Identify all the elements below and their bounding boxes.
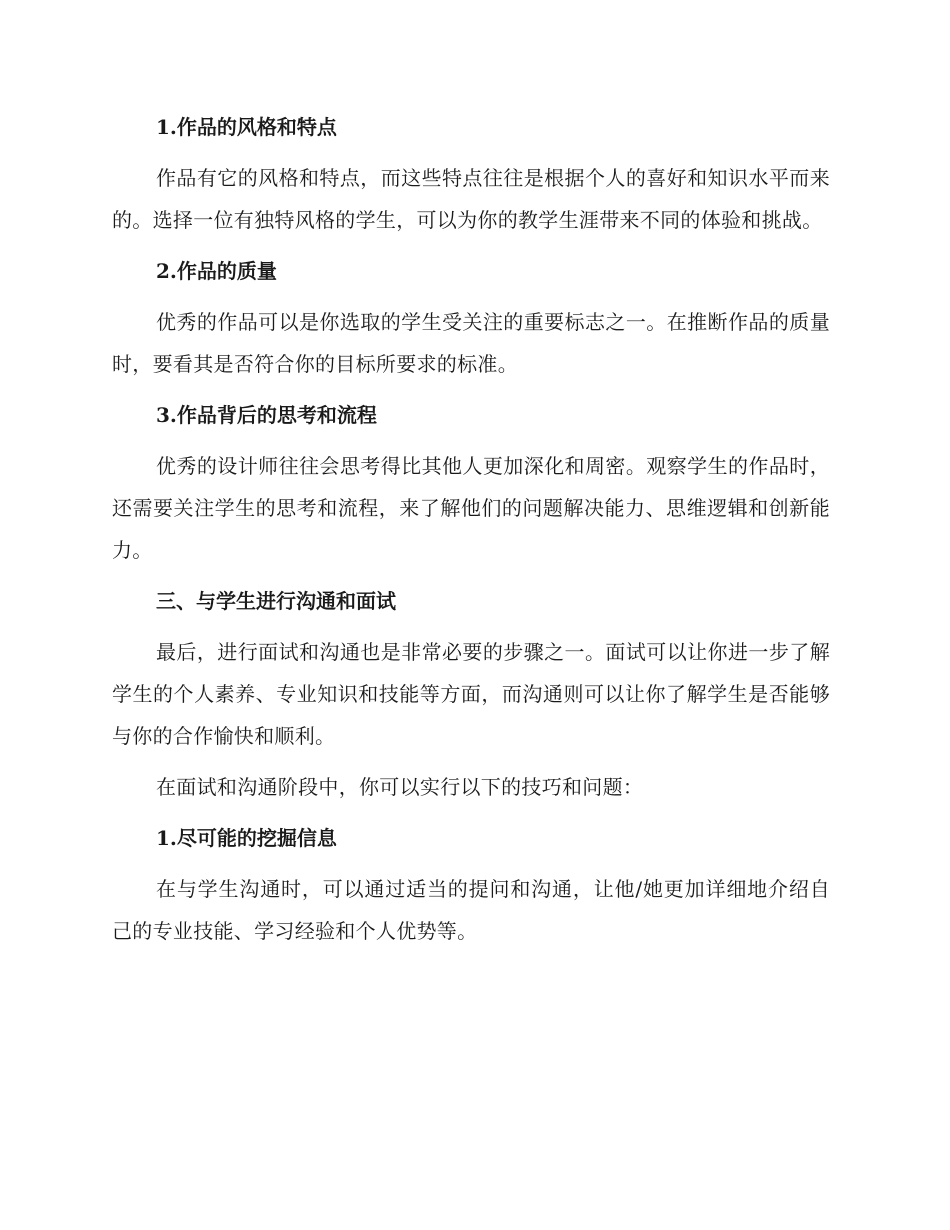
paragraph-process: 优秀的设计师往往会思考得比其他人更加深化和周密。观察学生的作品时，还需要关注学生的思考和流程，来了解他们的问题解决能力、思维逻辑和创新能力。 [112,454,830,562]
chapter-heading-interview: 三、与学生进行沟通和面试 [156,589,396,613]
section-heading-dig-info: 1.尽可能的挖掘信息 [156,826,337,850]
section-heading-process: 3.作品背后的思考和流程 [156,403,377,427]
paragraph-style: 作品有它的风格和特点，而这些特点往往是根据个人的喜好和知识水平而来的。选择一位有独特风格的学生，可以为你的教学生涯带来不同的体验和挑战。 [112,166,830,232]
paragraph-interview-intro: 在面试和沟通阶段中，你可以实行以下的技巧和问题： [156,775,644,799]
paragraph-interview: 最后，进行面试和沟通也是非常必要的步骤之一。面试可以让你进一步了解学生的个人素养、专业知识和技能等方面，而沟通则可以让你了解学生是否能够与你的合作愉快和顺利。 [112,640,830,748]
section-heading-style: 1.作品的风格和特点 [156,115,337,139]
paragraph-dig-info: 在与学生沟通时，可以通过适当的提问和沟通，让他/她更加详细地介绍自己的专业技能、学习经验和个人优势等。 [112,877,830,943]
section-heading-quality: 2.作品的质量 [156,259,277,283]
paragraph-quality: 优秀的作品可以是你选取的学生受关注的重要标志之一。在推断作品的质量时，要看其是否符合你的目标所要求的标准。 [112,310,830,376]
document-page [112,106,830,961]
